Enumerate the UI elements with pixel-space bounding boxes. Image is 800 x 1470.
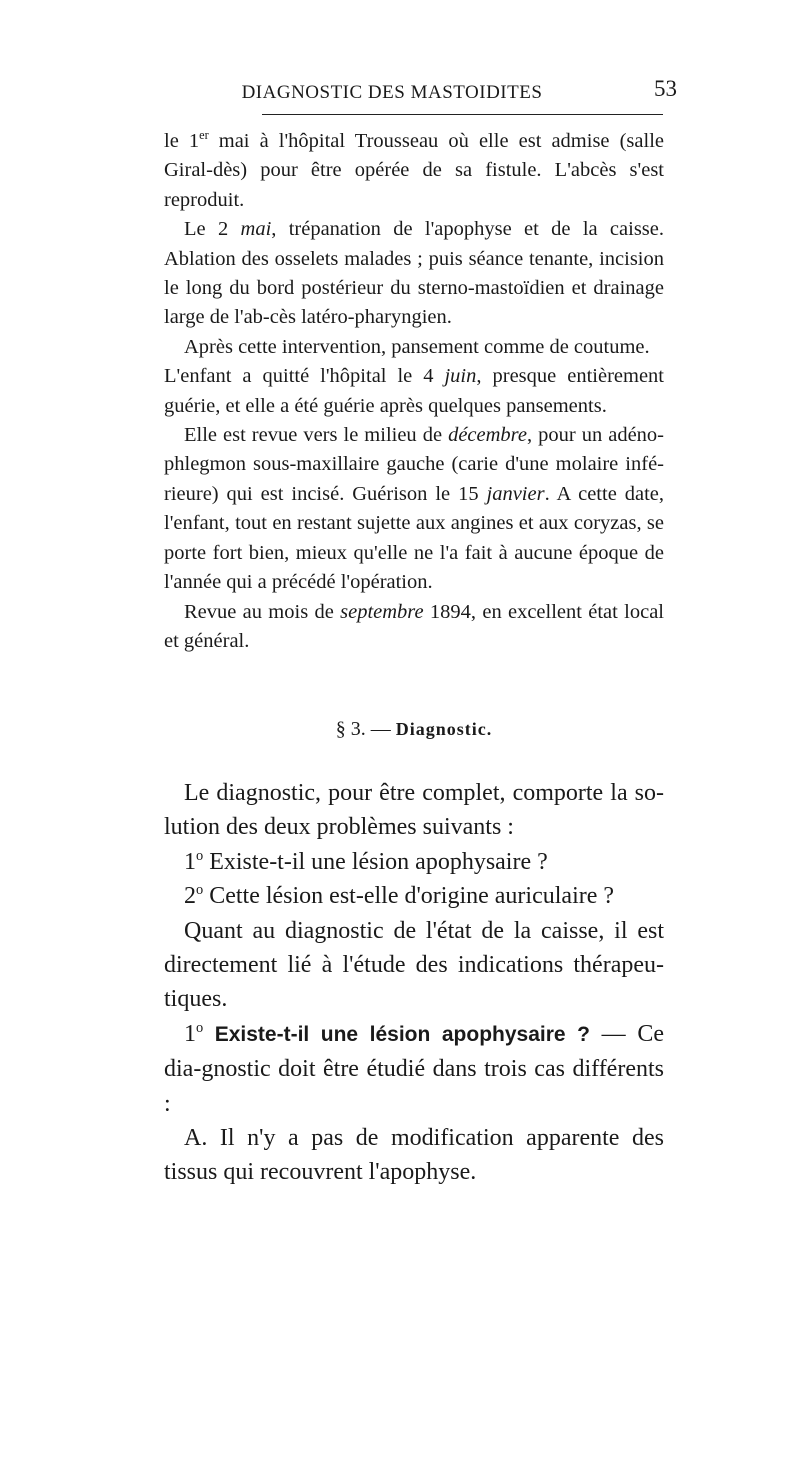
paragraph: Elle est revue vers le milieu de décembre, pour un adéno-phlegmon sous-maxillaire gauche (carie d'une molaire infé-rieure) qui est incisé. Guérison le 15 janvier. A cette date, l'enfant, tout en restant sujette aux angines et aux coryzas, se porte fort bien, mieux qu'elle ne l'a fait à aucune époque de l'année qui a précédé l'opération.	[164, 424, 664, 594]
section-heading	[164, 718, 664, 741]
paragraph: A. Il n'y a pas de modification apparente des tissus qui recouvrent l'apophyse.	[164, 1125, 664, 1186]
diagnostic-section	[164, 776, 664, 1190]
page-number: 53	[654, 76, 677, 101]
paragraph: le 1er mai à l'hôpital Trousseau où elle est admise (salle Giral-dès) pour être opérée de sa fistule. L'abcès s'est reproduit.	[164, 128, 664, 211]
running-header: DIAGNOSTIC DES MASTOIDITES	[241, 82, 543, 103]
header-rule	[262, 114, 663, 115]
case-report	[164, 127, 664, 656]
paragraph: L'enfant a quitté l'hôpital le 4 juin, presque entièrement guérie, et elle a été guérie après quelques pansements.	[164, 365, 664, 417]
paragraph: Le 2 mai, trépanation de l'apophyse et de la caisse. Ablation des osselets malades ; puis séance tenante, incision le long du bord postérieur du sterno-mastoïdien et drainage large de l'ab-cès latéro-pharyngien.	[164, 218, 664, 329]
question-1: 1$^o$ Existe-t-il une lésion apophysaire ?	[184, 847, 548, 875]
question-2: 2$^o$ Cette lésion est-elle d'origine auriculaire ?	[184, 882, 615, 910]
section-number: § 3. —	[335, 718, 396, 740]
section-title: Diagnostic.	[395, 719, 493, 739]
paragraph: Quant au diagnostic de l'état de la caisse, il est directement lié à l'étude des indications thérapeu-tiques.	[164, 917, 664, 1013]
paragraph: Le diagnostic, pour être complet, comporte la so-lution des deux problèmes suivants :	[164, 780, 664, 841]
subheading-paragraph: 1$^o$ Existe-t-il une lésion apophysaire ? — Ce dia-gnostic doit être étudié dans trois cas différents :	[164, 1019, 664, 1117]
paragraph: Après cette intervention, pansement comme de coutume.	[184, 335, 650, 358]
paragraph: Revue au mois de septembre 1894, en excellent état local et général.	[164, 600, 664, 652]
